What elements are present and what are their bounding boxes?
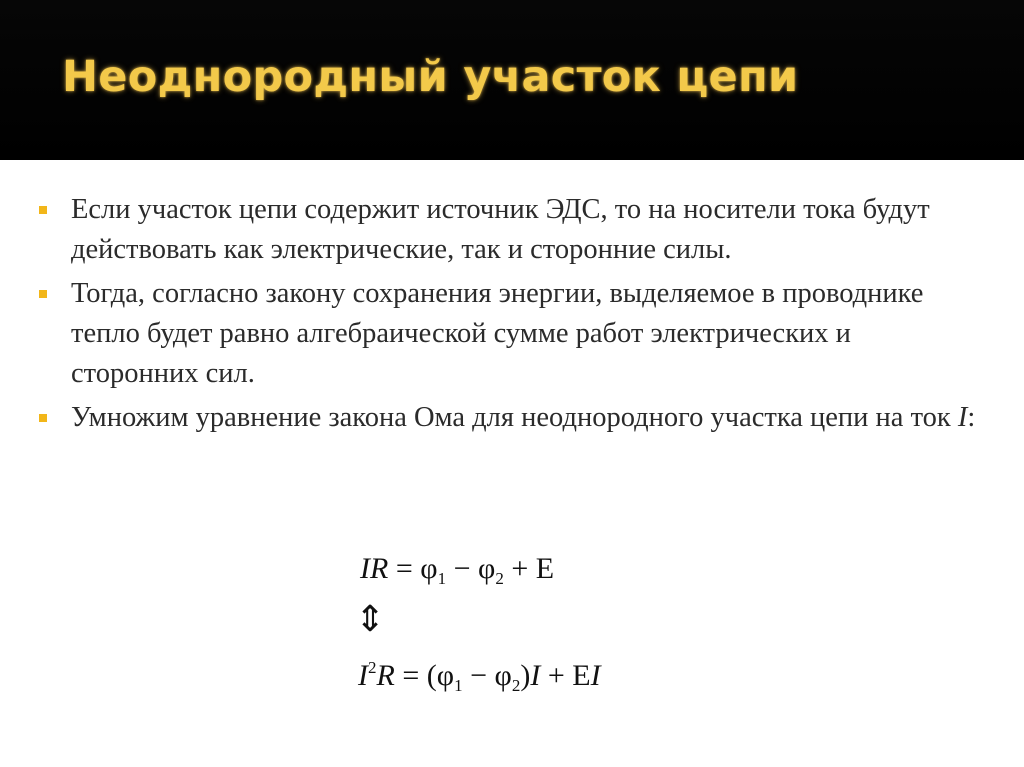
formula-subscript: 2 bbox=[511, 676, 521, 695]
formula-operator: = bbox=[395, 552, 413, 585]
formula-ohm-law bbox=[360, 552, 554, 589]
bullet-list bbox=[36, 190, 976, 442]
formula-term: E bbox=[535, 552, 555, 585]
formula-operator: − bbox=[470, 659, 487, 692]
bullet-text-end: : bbox=[967, 402, 976, 433]
formula-paren: ( bbox=[426, 659, 437, 692]
formula-term: φ bbox=[478, 552, 496, 585]
bullet-marker-icon bbox=[39, 206, 47, 214]
formula-superscript: 2 bbox=[368, 658, 377, 677]
formula-subscript: 1 bbox=[437, 569, 447, 588]
double-arrow-icon: ⇕ bbox=[355, 599, 386, 639]
bullet-text: Если участок цепи содержит источник ЭДС, то на носители тока будут действовать как электрические, так и сторонние силы. bbox=[71, 194, 930, 265]
formula-subscript: 2 bbox=[495, 569, 504, 588]
formula-subscript: 1 bbox=[454, 676, 463, 695]
bullet-item bbox=[36, 274, 976, 394]
slide-title: Неоднородный участок цепи bbox=[62, 52, 799, 102]
formula-term: R bbox=[376, 659, 395, 692]
slide-content bbox=[0, 160, 1024, 767]
bullet-marker-icon bbox=[39, 290, 47, 298]
formula-term: E bbox=[572, 659, 591, 692]
formula-term: I bbox=[530, 659, 541, 692]
bullet-text: Тогда, согласно закону сохранения энергии, выделяемое в проводнике тепло будет равно алгебраической сумме работ электрических и сторонних сил. bbox=[71, 278, 924, 389]
formula-term: φ bbox=[420, 552, 438, 585]
bullet-item bbox=[36, 190, 976, 270]
current-symbol: I bbox=[957, 402, 968, 433]
bullet-text: Умножим уравнение закона Ома для неоднородного участка цепи на ток bbox=[71, 402, 958, 433]
formula-term: φ bbox=[436, 659, 455, 692]
formula-operator: + bbox=[511, 552, 529, 585]
formula-energy bbox=[358, 658, 601, 696]
formula-operator: = bbox=[402, 659, 420, 692]
formula-term: I bbox=[590, 659, 601, 692]
formula-operator: − bbox=[453, 552, 471, 585]
title-bar bbox=[0, 0, 1024, 160]
formula-operator: + bbox=[547, 659, 565, 692]
formula-term: φ bbox=[494, 659, 512, 692]
bullet-item bbox=[36, 398, 976, 438]
bullet-marker-icon bbox=[39, 414, 47, 422]
formula-term: IR bbox=[360, 552, 389, 585]
formula-term: I bbox=[358, 659, 368, 692]
formula-paren: ) bbox=[520, 659, 531, 692]
